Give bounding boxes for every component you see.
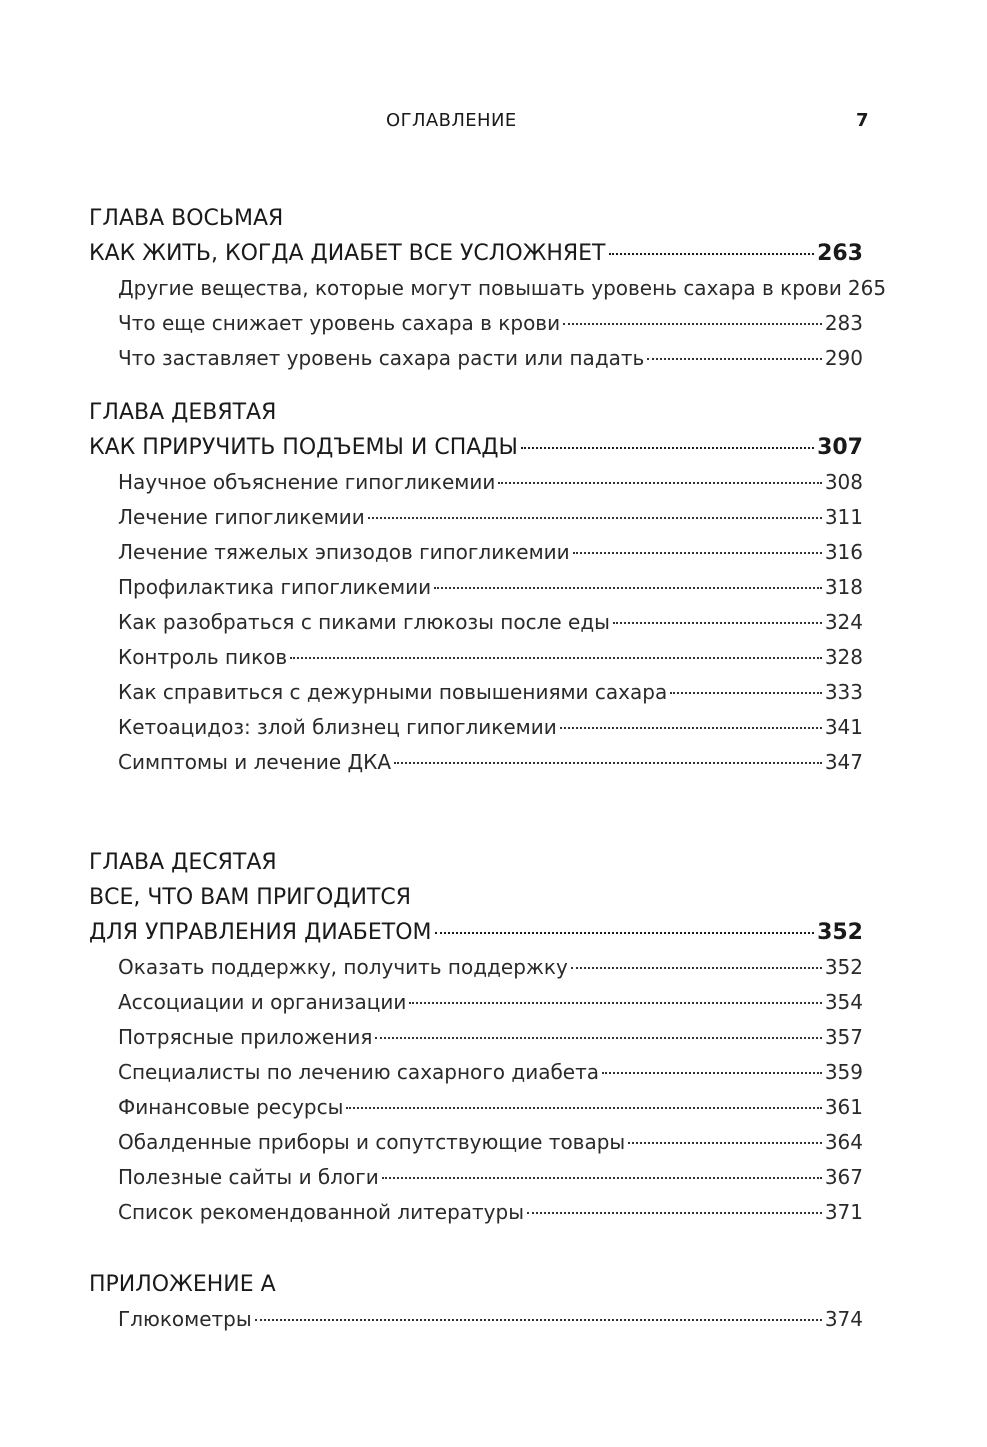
- toc-entry-page: 359: [824, 1060, 863, 1084]
- chapter-9-section: [89, 395, 863, 780]
- leader-dots: [670, 691, 822, 694]
- toc-entry-title: Ассоциации и организации: [118, 990, 407, 1014]
- chapter-9-entry[interactable]: [89, 430, 863, 465]
- toc-entry[interactable]: [89, 745, 863, 780]
- toc-entry-page: 311: [824, 505, 863, 529]
- toc-entry-page: 357: [824, 1025, 863, 1049]
- toc-entry[interactable]: [89, 710, 863, 745]
- chapter-8-page: 263: [817, 241, 863, 266]
- toc-entry-page: 290: [824, 346, 863, 370]
- toc-entry-title: Специалисты по лечению сахарного диабета: [118, 1060, 600, 1084]
- toc-entry[interactable]: [89, 271, 887, 306]
- toc-entry[interactable]: [89, 605, 863, 640]
- toc-entry-page: 361: [824, 1095, 863, 1119]
- appendix-a-label: ПРИЛОЖЕНИЕ А: [89, 1272, 276, 1297]
- toc-entry[interactable]: [89, 535, 863, 570]
- toc-entry-page: 371: [824, 1200, 863, 1224]
- chapter-9-label: ГЛАВА ДЕВЯТАЯ: [89, 400, 277, 425]
- toc-entry-title: Другие вещества, которые могут повышать уровень сахара в крови: [118, 276, 842, 300]
- toc-entry[interactable]: [89, 1020, 863, 1055]
- toc-entry-title: Обалденные приборы и сопутствующие товары: [118, 1130, 626, 1154]
- chapter-10-entry[interactable]: [89, 915, 863, 950]
- toc-entry[interactable]: [89, 570, 863, 605]
- chapter-8-entry[interactable]: [89, 236, 863, 271]
- toc-entry-page: 328: [824, 645, 863, 669]
- toc-entry[interactable]: [89, 1055, 863, 1090]
- running-title: ОГЛАВЛЕНИЕ: [386, 110, 517, 131]
- toc-entry[interactable]: [89, 1090, 863, 1125]
- toc-entry[interactable]: [89, 1160, 863, 1195]
- chapter-8-label: ГЛАВА ВОСЬМАЯ: [89, 206, 284, 231]
- leader-dots: [602, 1071, 822, 1074]
- toc-entry-title: Кетоацидоз: злой близнец гипогликемии: [118, 715, 557, 739]
- leader-dots: [368, 516, 822, 519]
- leader-dots: [609, 252, 815, 255]
- appendix-a-section: [89, 1267, 863, 1337]
- leader-dots: [409, 1001, 821, 1004]
- leader-dots: [527, 1211, 822, 1214]
- chapter-10-title-line2: ДЛЯ УПРАВЛЕНИЯ ДИАБЕТОМ: [89, 920, 432, 945]
- toc-entry-title: Лечение гипогликемии: [118, 505, 365, 529]
- toc-entry[interactable]: [89, 950, 863, 985]
- toc-entry[interactable]: [89, 306, 863, 341]
- chapter-8-title: КАК ЖИТЬ, КОГДА ДИАБЕТ ВСЕ УСЛОЖНЯЕТ: [89, 241, 606, 266]
- toc-entry-title: Как разобраться с пиками глюкозы после еды: [118, 610, 610, 634]
- toc-entry[interactable]: [89, 465, 863, 500]
- leader-dots: [647, 357, 821, 360]
- leader-dots: [255, 1318, 822, 1321]
- page-number: 7: [856, 110, 869, 131]
- toc-entry-page: 341: [824, 715, 863, 739]
- toc-entry-page: 324: [824, 610, 863, 634]
- toc-entry-title: Симптомы и лечение ДКА: [118, 750, 392, 774]
- toc-entry-title: Научное объяснение гипогликемии: [118, 470, 496, 494]
- toc-entry-title: Глюкометры: [118, 1307, 252, 1331]
- running-head: [0, 110, 987, 134]
- toc-entry-page: 283: [824, 311, 863, 335]
- leader-dots: [560, 726, 822, 729]
- chapter-10-section: [89, 845, 863, 1230]
- toc-entry-page: 333: [824, 680, 863, 704]
- toc-entry-page: 318: [824, 575, 863, 599]
- toc-entry-page: 367: [824, 1165, 863, 1189]
- toc-entry[interactable]: [89, 341, 863, 376]
- toc-entry[interactable]: [89, 1125, 863, 1160]
- leader-dots: [628, 1141, 822, 1144]
- leader-dots: [346, 1106, 821, 1109]
- chapter-10-title-line1: ВСЕ, ЧТО ВАМ ПРИГОДИТСЯ: [89, 885, 412, 910]
- leader-dots: [290, 656, 822, 659]
- chapter-8-section: [89, 201, 887, 376]
- leader-dots: [434, 586, 822, 589]
- toc-entry-title: Контроль пиков: [118, 645, 288, 669]
- toc-entry[interactable]: [89, 1302, 863, 1337]
- toc-entry-title: Потрясные приложения: [118, 1025, 373, 1049]
- leader-dots: [613, 621, 822, 624]
- toc-entry-title: Финансовые ресурсы: [118, 1095, 344, 1119]
- toc-entry-title: Что заставляет уровень сахара расти или падать: [118, 346, 645, 370]
- leader-dots: [394, 761, 822, 764]
- toc-entry-page: 316: [824, 540, 863, 564]
- leader-dots: [498, 481, 821, 484]
- leader-dots: [573, 551, 822, 554]
- toc-entry-page: 347: [824, 750, 863, 774]
- toc-entry-page: 354: [824, 990, 863, 1014]
- chapter-9-page: 307: [817, 435, 863, 460]
- toc-entry[interactable]: [89, 1195, 863, 1230]
- leader-dots: [375, 1036, 821, 1039]
- toc-entry[interactable]: [89, 640, 863, 675]
- toc-entry[interactable]: [89, 985, 863, 1020]
- toc-entry-page: 364: [824, 1130, 863, 1154]
- toc-entry-page: 265: [847, 276, 887, 300]
- leader-dots: [521, 446, 814, 449]
- toc-entry[interactable]: [89, 675, 863, 710]
- toc-entry-title: Профилактика гипогликемии: [118, 575, 432, 599]
- toc-entry-page: 374: [824, 1307, 863, 1331]
- toc-entry-title: Полезные сайты и блоги: [118, 1165, 379, 1189]
- toc-entry-title: Оказать поддержку, получить поддержку: [118, 955, 568, 979]
- toc-entry-page: 352: [824, 955, 863, 979]
- leader-dots: [435, 931, 815, 934]
- toc-entry[interactable]: [89, 500, 863, 535]
- toc-entry-page: 308: [824, 470, 863, 494]
- leader-dots: [563, 322, 822, 325]
- toc-entry-title: Список рекомендованной литературы: [118, 1200, 525, 1224]
- chapter-9-title: КАК ПРИРУЧИТЬ ПОДЪЕМЫ И СПАДЫ: [89, 435, 518, 460]
- toc-entry-title: Как справиться с дежурными повышениями сахара: [118, 680, 668, 704]
- toc-entry-title: Что еще снижает уровень сахара в крови: [118, 311, 561, 335]
- chapter-10-page: 352: [817, 920, 863, 945]
- leader-dots: [571, 966, 822, 969]
- toc-entry-title: Лечение тяжелых эпизодов гипогликемии: [118, 540, 570, 564]
- chapter-10-label: ГЛАВА ДЕСЯТАЯ: [89, 850, 277, 875]
- leader-dots: [382, 1176, 822, 1179]
